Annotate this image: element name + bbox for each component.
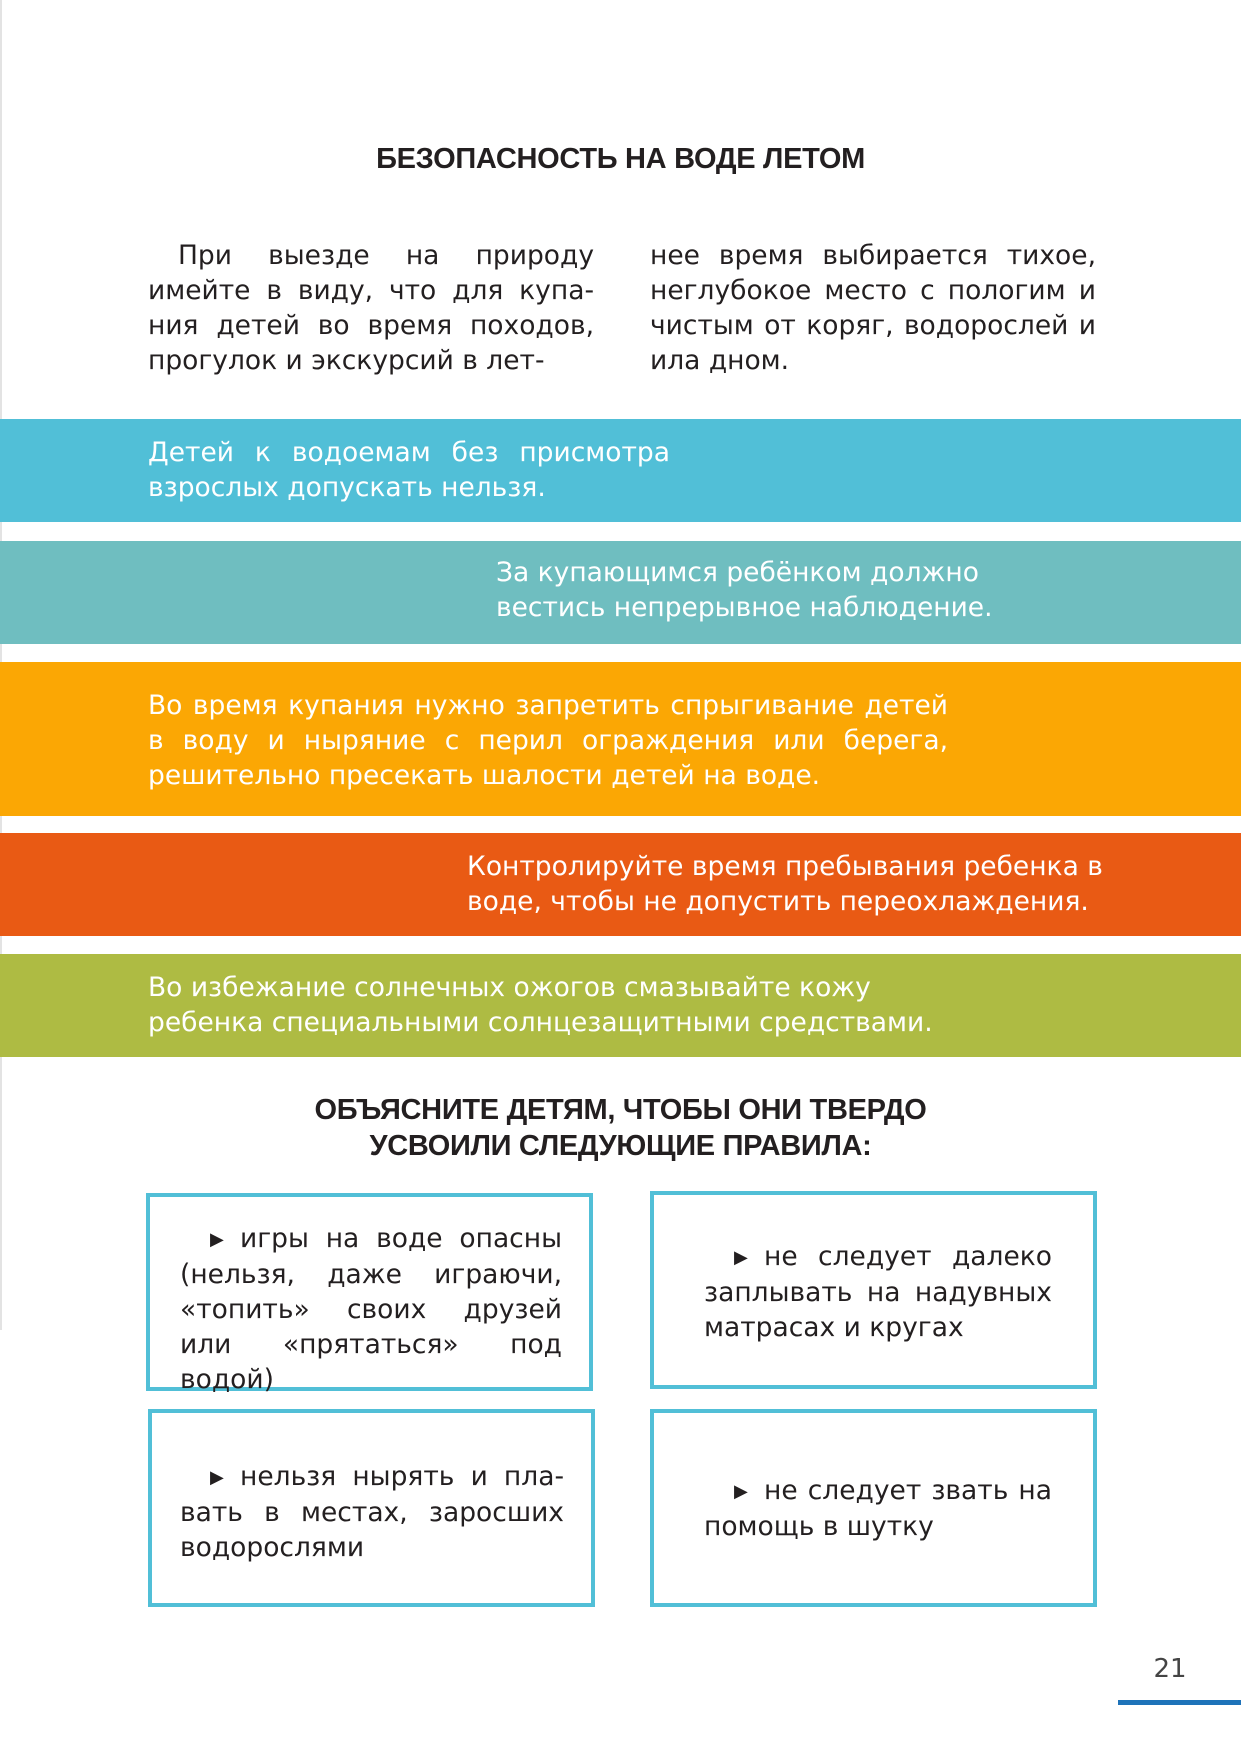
rule-card-1	[146, 1193, 593, 1395]
info-band-2	[0, 541, 1241, 644]
rule-card-3	[148, 1409, 595, 1607]
info-band-4	[0, 833, 1241, 936]
info-band-3	[0, 662, 1241, 816]
info-band-text: Детей к водоемам без присмотра взрослых допускать нельзя.	[148, 437, 670, 503]
rule-card-text	[180, 1459, 564, 1565]
triangle-bullet-icon: ▶	[210, 1229, 224, 1250]
rule-card-text	[704, 1473, 1052, 1544]
rule-text: игры на воде опасны (нельзя, даже играючи, «топить» своих друзей или «прятаться» под водой)	[180, 1223, 562, 1395]
rule-text: нельзя нырять и плавать в местах, заросших водорослями	[180, 1461, 564, 1563]
rules-heading-line-1: ОБЪЯСНИТЕ ДЕТЯМ, ЧТОБЫ ОНИ ТВЕРДО	[314, 1094, 927, 1126]
rules-heading	[0, 1092, 1241, 1164]
rules-heading-line-2: УСВОИЛИ СЛЕДУЮЩИЕ ПРАВИЛА:	[369, 1130, 872, 1162]
rule-card-text	[704, 1239, 1052, 1345]
info-band-text: Во время купания нужно запретить спрыгивание детей в воду и ныряние с перил ограждения или берега, решительно пресекать шалости детей на воде.	[148, 690, 948, 791]
triangle-bullet-icon: ▶	[734, 1481, 748, 1502]
rule-card-2	[650, 1191, 1097, 1389]
info-band-text: За купающимся ребёнком должно вестись непрерывное наблюдение.	[496, 557, 993, 623]
intro-column-1: При выезде на природу имейте в виду, что для купания детей во время походов, прогулок и экскурсий в лет-	[148, 240, 594, 376]
rule-text: не следует звать на помощь в шутку	[704, 1475, 1052, 1542]
page-number-rule	[1118, 1700, 1241, 1705]
rule-card-text	[180, 1221, 562, 1397]
info-band-text: Во избежание солнечных ожогов смазывайте кожу ребенка специальными солнцезащитными средствами.	[148, 972, 933, 1038]
intro-column-2: нее время выбирается тихое, неглубокое место с пологим и чистым от коряг, водорослей и ила дном.	[650, 240, 1096, 376]
info-band-1	[0, 419, 1241, 522]
info-band-text: Контролируйте время пребывания ребенка в воде, чтобы не допустить переохлаждения.	[467, 851, 1103, 917]
page-number: 21	[1153, 1654, 1187, 1684]
rule-text: не следует далеко заплывать на надувных матрасах и кругах	[704, 1241, 1052, 1343]
triangle-bullet-icon: ▶	[734, 1247, 748, 1268]
rule-card-4	[650, 1409, 1097, 1607]
triangle-bullet-icon: ▶	[210, 1467, 224, 1488]
info-band-5	[0, 954, 1241, 1057]
page-title: БЕЗОПАСНОСТЬ НА ВОДЕ ЛЕТОМ	[376, 143, 865, 175]
